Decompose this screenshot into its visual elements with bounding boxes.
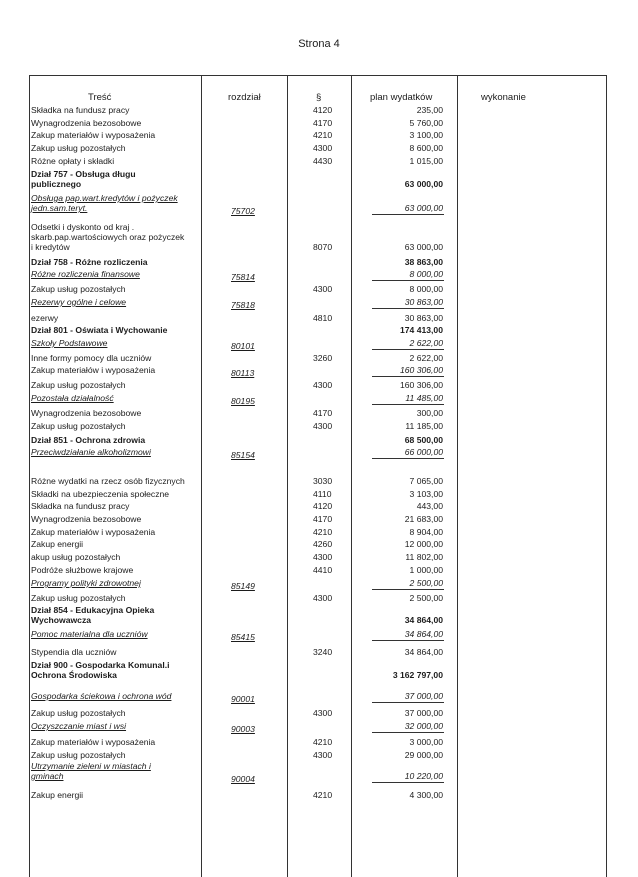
row-amount: 63 000,00 [404, 179, 443, 189]
row-amount: 300,00 [416, 408, 443, 418]
row-amount: 30 863,00 [404, 313, 443, 323]
row-paragraf: 4120 [313, 105, 333, 115]
col-divider-3 [287, 75, 288, 877]
row-rozdzial: 90001 [231, 694, 255, 704]
row-paragraf: 3260 [313, 353, 333, 363]
row-paragraf: 4170 [313, 118, 333, 128]
amount-underline [372, 280, 444, 281]
row-description: Wynagrodzenia bezosobowe [31, 514, 142, 524]
row-amount: 160 306,00 [399, 365, 443, 375]
row-description: Zakup usług pozostałych [31, 421, 126, 431]
row-description: Pomoc materialna dla uczniów [31, 629, 148, 639]
row-amount: 32 000,00 [404, 721, 443, 731]
row-rozdzial: 75702 [231, 206, 255, 216]
row-paragraf: 4170 [313, 514, 333, 524]
row-description: Dział 900 - Gospodarka Komunal.i Ochrona Środowiska [31, 660, 170, 680]
row-paragraf: 4300 [313, 143, 333, 153]
row-description: Zakup energii [31, 790, 84, 800]
row-amount: 68 500,00 [404, 435, 443, 445]
row-amount: 11 802,00 [405, 552, 443, 562]
amount-underline [372, 308, 444, 309]
row-description: Przeciwdziałanie alkoholizmowi [31, 447, 151, 457]
header-rozdzial: rozdział [228, 92, 261, 103]
row-description: Zakup materiałów i wyposażenia [31, 365, 156, 375]
row-rozdzial: 90004 [231, 774, 255, 784]
row-amount: 3 162 797,00 [392, 670, 443, 680]
row-paragraf: 4300 [313, 708, 333, 718]
col-divider-1 [29, 75, 30, 877]
row-description: Zakup usług pozostałych [31, 750, 126, 760]
row-amount: 443,00 [416, 501, 443, 511]
row-description: Różne wydatki na rzecz osób fizycznych [31, 476, 185, 486]
row-amount: 3 103,00 [409, 489, 443, 499]
row-description: Oczyszczanie miast i wsi [31, 721, 127, 731]
row-amount: 30 863,00 [404, 297, 443, 307]
col-divider-6 [606, 75, 607, 877]
row-description: akup usług pozostałych [31, 552, 121, 562]
row-paragraf: 8070 [313, 242, 333, 252]
row-description: Zakup materiałów i wyposażenia [31, 527, 156, 537]
row-paragraf: 4300 [313, 593, 333, 603]
row-description: Zakup usług pozostałych [31, 143, 126, 153]
row-description: Inne formy pomocy dla uczniów [31, 353, 152, 363]
row-description: Podróże służbowe krajowe [31, 565, 134, 575]
row-description: Różne rozliczenia finansowe [31, 269, 140, 279]
row-amount: 5 760,00 [409, 118, 443, 128]
row-description: Stypendia dla uczniów [31, 647, 117, 657]
row-amount: 34 864,00 [404, 629, 443, 639]
row-paragraf: 4300 [313, 552, 333, 562]
row-paragraf: 4110 [313, 489, 332, 499]
amount-underline [372, 589, 444, 590]
row-paragraf: 4300 [313, 750, 333, 760]
header-plan: plan wydatków [370, 92, 433, 103]
row-amount: 11 485,00 [405, 393, 443, 403]
amount-underline [372, 702, 444, 703]
row-rozdzial: 90003 [231, 724, 255, 734]
row-amount: 66 000,00 [404, 447, 443, 457]
row-description: Wynagrodzenia bezosobowe [31, 408, 142, 418]
row-amount: 8 600,00 [409, 143, 443, 153]
row-amount: 8 000,00 [409, 269, 443, 279]
row-amount: 8 904,00 [409, 527, 443, 537]
row-paragraf: 3240 [313, 647, 333, 657]
row-paragraf: 4300 [313, 380, 333, 390]
row-description: Różne opłaty i składki [31, 156, 115, 166]
row-rozdzial: 85154 [231, 450, 255, 460]
row-description: Szkoły Podstawowe [31, 338, 108, 348]
row-amount: 235,00 [416, 105, 443, 115]
row-description: Utrzymanie zieleni w miastach i gminach [31, 761, 151, 781]
row-description: Zakup energii [31, 539, 84, 549]
row-description: Składki na ubezpieczenia społeczne [31, 489, 170, 499]
header-wykonanie: wykonanie [481, 92, 526, 103]
row-paragraf: 4120 [313, 501, 333, 511]
row-description: Rezerwy ogólne i celowe [31, 297, 127, 307]
row-description: Zakup usług pozostałych [31, 284, 126, 294]
row-amount: 2 622,00 [409, 338, 443, 348]
row-amount: 37 000,00 [404, 691, 443, 701]
row-description: Zakup usług pozostałych [31, 593, 126, 603]
row-description: Gospodarka ściekowa i ochrona wód [31, 691, 172, 701]
row-rozdzial: 85415 [231, 632, 255, 642]
row-description: Zakup materiałów i wyposażenia [31, 130, 156, 140]
row-description: Dział 757 - Obsługa długu publicznego [31, 169, 136, 189]
amount-underline [372, 404, 444, 405]
row-paragraf: 4300 [313, 421, 333, 431]
row-description: Składka na fundusz pracy [31, 105, 130, 115]
row-amount: 2 622,00 [409, 353, 443, 363]
row-paragraf: 3030 [313, 476, 333, 486]
row-description: Dział 758 - Różne rozliczenia [31, 257, 148, 267]
row-amount: 10 220,00 [404, 771, 443, 781]
row-amount: 21 683,00 [404, 514, 443, 524]
row-amount: 34 864,00 [404, 647, 443, 657]
row-paragraf: 4210 [313, 737, 333, 747]
row-amount: 2 500,00 [409, 593, 443, 603]
row-description: Zakup usług pozostałych [31, 708, 126, 718]
row-amount: 1 000,00 [409, 565, 443, 575]
row-amount: 37 000,00 [404, 708, 443, 718]
row-description: Odsetki i dyskonto od kraj . skarb.pap.wartościowych oraz pożyczek i kredytów [31, 222, 185, 252]
row-description: Obsługa pap.wart.kredytów i pożyczek jedn.sam.teryt. [31, 193, 178, 213]
page-number: Strona 4 [298, 38, 340, 50]
row-rozdzial: 80113 [231, 368, 255, 378]
row-rozdzial: 85149 [231, 581, 255, 591]
row-amount: 1 015,00 [409, 156, 443, 166]
row-description: Zakup usług pozostałych [31, 380, 126, 390]
col-divider-4 [351, 75, 352, 877]
row-description: Dział 854 - Edukacyjna Opieka Wychowawcza [31, 605, 155, 625]
row-paragraf: 4430 [313, 156, 333, 166]
row-amount: 7 065,00 [409, 476, 443, 486]
row-description: Składka na fundusz pracy [31, 501, 130, 511]
row-amount: 38 863,00 [404, 257, 443, 267]
row-amount: 4 300,00 [409, 790, 443, 800]
header-tresc: Treść [88, 92, 112, 103]
row-amount: 29 000,00 [404, 750, 443, 760]
row-amount: 160 306,00 [399, 380, 443, 390]
row-paragraf: 4210 [313, 790, 333, 800]
row-paragraf: 4170 [313, 408, 333, 418]
amount-underline [372, 376, 444, 377]
row-description: Zakup materiałów i wyposażenia [31, 737, 156, 747]
row-description: Dział 851 - Ochrona zdrowia [31, 435, 146, 445]
row-amount: 12 000,00 [404, 539, 443, 549]
row-amount: 63 000,00 [404, 242, 443, 252]
row-description: Programy polityki zdrowotnej [31, 578, 141, 588]
amount-underline [372, 458, 444, 459]
row-paragraf: 4260 [313, 539, 333, 549]
row-paragraf: 4410 [313, 565, 333, 575]
row-paragraf: 4210 [313, 527, 333, 537]
row-description: Dział 801 - Oświata i Wychowanie [31, 325, 168, 335]
row-amount: 2 500,00 [409, 578, 443, 588]
row-amount: 63 000,00 [404, 203, 443, 213]
row-amount: 34 864,00 [404, 615, 443, 625]
row-amount: 3 000,00 [409, 737, 443, 747]
col-divider-5 [457, 75, 458, 877]
row-paragraf: 4810 [313, 313, 333, 323]
row-amount: 11 185,00 [405, 421, 443, 431]
row-description: Pozostała działalność [31, 393, 114, 403]
row-rozdzial: 75814 [231, 272, 255, 282]
row-rozdzial: 75818 [231, 300, 255, 310]
row-paragraf: 4210 [313, 130, 333, 140]
amount-underline [372, 214, 444, 215]
row-amount: 8 000,00 [409, 284, 443, 294]
header-paragraf: § [316, 92, 322, 103]
row-description: Wynagrodzenia bezosobowe [31, 118, 142, 128]
amount-underline [372, 782, 444, 783]
amount-underline [372, 349, 444, 350]
amount-underline [372, 732, 444, 733]
row-paragraf: 4300 [313, 284, 333, 294]
row-amount: 3 100,00 [409, 130, 443, 140]
col-divider-2 [201, 75, 202, 877]
row-amount: 174 413,00 [399, 325, 443, 335]
row-rozdzial: 80195 [231, 396, 255, 406]
row-rozdzial: 80101 [231, 341, 255, 351]
row-description: ezerwy [31, 313, 59, 323]
table-top-border [29, 75, 607, 76]
amount-underline [372, 640, 444, 641]
